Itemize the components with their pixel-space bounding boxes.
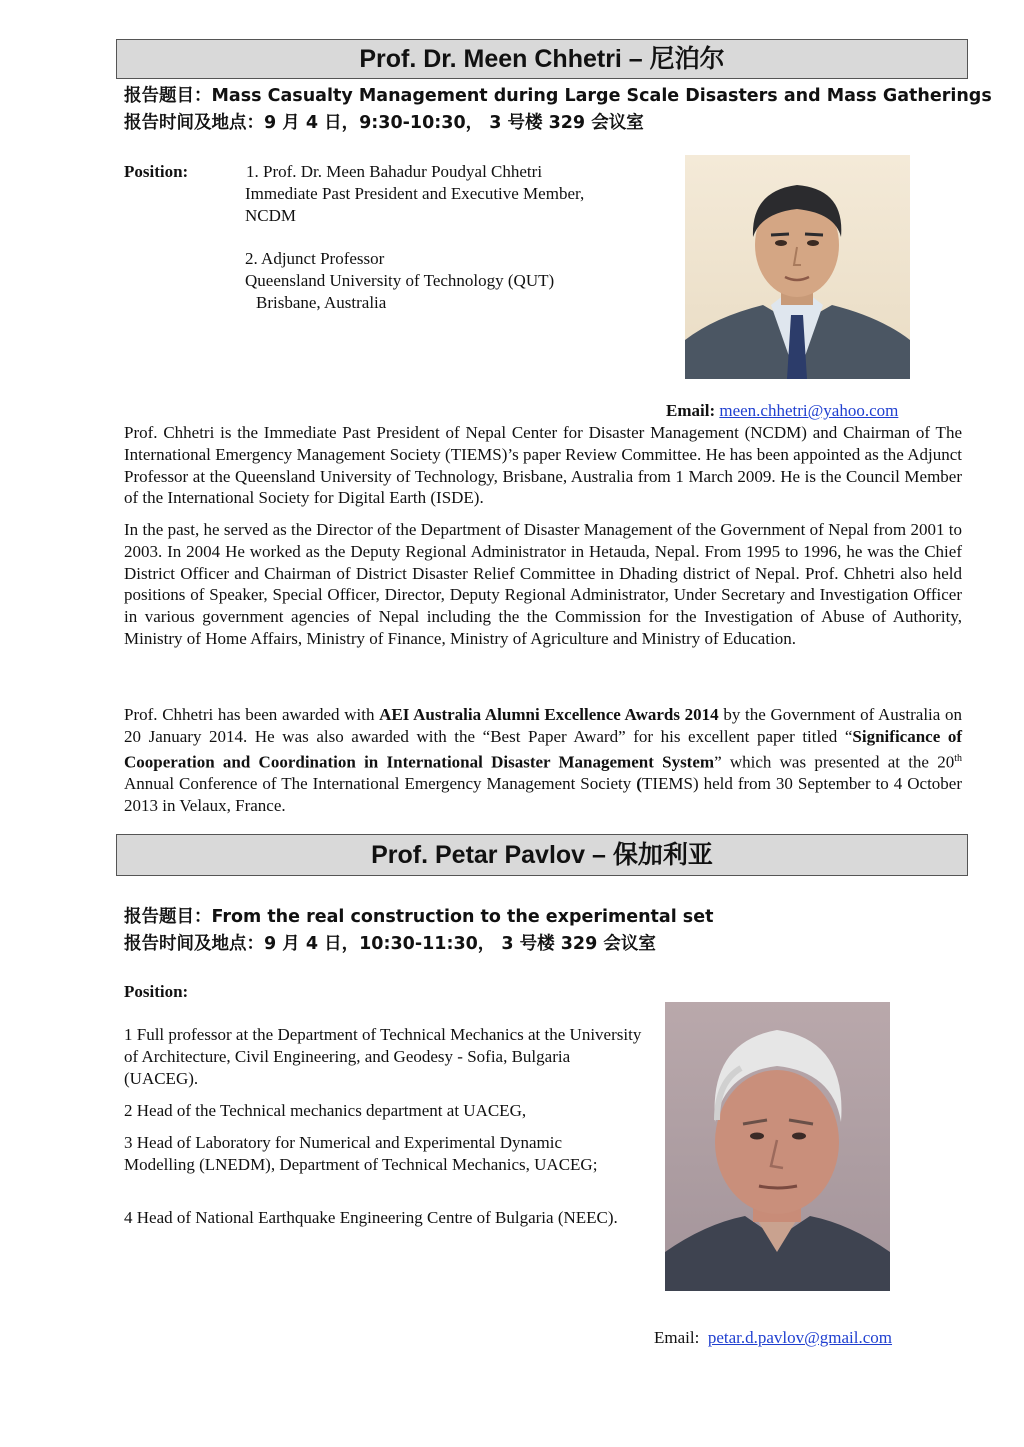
topic-label: 报告题目： [124, 86, 212, 106]
speaker1-photo [685, 155, 910, 379]
speaker2-position-item-3: 3 Head of Laboratory for Numerical and Experimental Dynamic Modelling (LNEDM), Department of Technical Mechanics, UACEG; [124, 1133, 598, 1174]
speaker1-position-line-4: 2. Adjunct Professor [245, 249, 385, 268]
bio3-text-c: ” which was presented at the 20 [714, 752, 955, 772]
speaker1-email-row [666, 400, 898, 422]
speaker1-email-link[interactable]: meen.chhetri@yahoo.com [719, 401, 899, 420]
speaker2-photo [665, 1002, 890, 1291]
bio3-paper-title: Significance of Cooperation and Coordination in International Disaster Management System [124, 726, 963, 772]
time-text: 9 月 4 日，10:30-11:30， 3 号楼 329 会议室 [264, 934, 656, 954]
speaker1-bio-paragraph-2: In the past, he served as the Director of the Department of Disaster Management of the Government of Nepal from 2001 to 2003. In 2004 He worked as the Deputy Regional Administrator in Hetauda, Nepal. From 1995 to 1996, he was the Chief District Officer and Chairman of District Disaster Relief Committee in Dhading district of Nepal. Prof. Chhetri also held positions of Speaker, Special Officer, Director, Deputy Regional Administrator, Under Secretary and Investigation Officer in various government agencies of Nepal including the the Commission for the Investigation of Abuse of Authority, Ministry of Home Affairs, Ministry of Finance, Ministry of Agriculture and Ministry of Education. [124, 520, 962, 648]
time-label: 报告时间及地点： [124, 113, 264, 133]
speaker2-header: Prof. Petar Pavlov – 保加利亚 [116, 834, 968, 876]
bio3-sup: th [954, 752, 962, 764]
time-text: 9 月 4 日，9:30-10:30， 3 号楼 329 会议室 [264, 113, 644, 133]
bio3-text-d: Annual Conference of The International Emergency Management Society [124, 774, 637, 794]
topic-label: 报告题目： [124, 907, 212, 927]
speaker1-bio-paragraph-3 [124, 704, 962, 817]
speaker1-header: Prof. Dr. Meen Chhetri – 尼泊尔 [116, 39, 968, 79]
bio3-text-a: Prof. Chhetri has been awarded with [124, 705, 380, 724]
bio3-text-e: ( [636, 774, 642, 794]
speaker2-time [124, 931, 656, 957]
speaker1-position-line-1: 1. Prof. Dr. Meen Bahadur Poudyal Chhetri [246, 162, 543, 181]
time-label: 报告时间及地点： [124, 934, 264, 954]
topic-text: From the real construction to the experimental set [211, 907, 714, 927]
speaker1-time [124, 110, 644, 136]
speaker1-position-line-6: Brisbane, Australia [256, 293, 387, 312]
speaker1-topic [124, 83, 992, 109]
speaker1-position-line-2: Immediate Past President and Executive Member, [245, 184, 585, 203]
bio3-award: AEI Australia Alumni Excellence Awards 2014 [379, 705, 719, 724]
bio3-text-b: by the Government of Australia on 20 January 2014. He was also awarded with the “Best Paper Award” for his excellent paper titled “ [124, 705, 962, 746]
speaker2-position-label: Position: [124, 982, 189, 1001]
speaker2-topic [124, 904, 713, 930]
speaker1-position-line-3: NCDM [245, 206, 297, 225]
speaker2-position-item-2: 2 Head of the Technical mechanics department at UACEG, [124, 1101, 527, 1120]
bio3-text-f: TIEMS) held from 30 September to 4 October 2013 in Velaux, France. [124, 774, 962, 815]
topic-text: Mass Casualty Management during Large Scale Disasters and Mass Gatherings [211, 86, 992, 106]
speaker1-bio-paragraph-1: Prof. Chhetri is the Immediate Past President of Nepal Center for Disaster Management (NCDM) and Chairman of The International Emergency Management Society (TIEMS)’s paper Review Committee. He has been appointed as the Adjunct Professor at the Queensland University of Technology, Brisbane, Australia from 1 March 2009. He is the Council Member of the International Society for Digital Earth (ISDE). [124, 423, 962, 508]
speaker2-position-item-1: 1 Full professor at the Department of Technical Mechanics at the University of Architecture, Civil Engineering, and Geodesy - Sofia, Bulgaria (UACEG). [124, 1025, 642, 1088]
email-label: Email: [654, 1328, 700, 1347]
speaker2-position-item-4: 4 Head of National Earthquake Engineering Centre of Bulgaria (NEEC). [124, 1208, 618, 1227]
speaker1-position-label: Position: [124, 162, 189, 181]
speaker2-email-link[interactable]: petar.d.pavlov@gmail.com [707, 1328, 893, 1347]
email-label: Email: [666, 401, 716, 420]
speaker1-position-line-5: Queensland University of Technology (QUT) [245, 271, 555, 290]
speaker2-email-row [654, 1327, 892, 1349]
